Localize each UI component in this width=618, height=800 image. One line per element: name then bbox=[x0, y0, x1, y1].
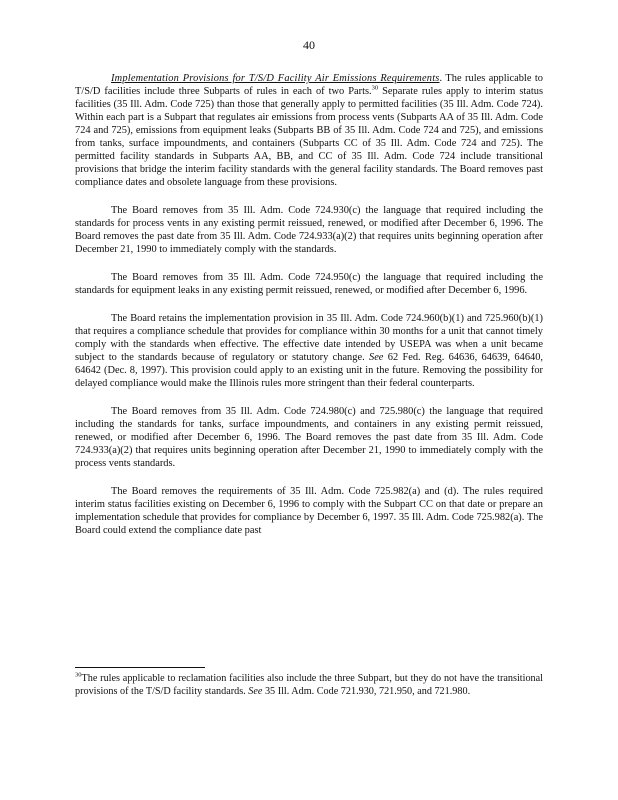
paragraph-4 bbox=[75, 312, 543, 390]
paragraph-4-text-b: 62 Fed. Reg. 64636, 64639, 64640, 64642 (Dec. 8, 1997). This provision could apply to an existing unit in the future. Removing the possibility for delayed compliance would make the Illinois rules more stringent than their federal counterparts. bbox=[75, 352, 544, 389]
footnote-text-b: 35 Ill. Adm. Code 721.930, 721.950, and 721.980. bbox=[262, 686, 471, 697]
footnote-reference: 30 bbox=[371, 84, 379, 92]
paragraph-1 bbox=[75, 72, 543, 189]
page-number: 40 bbox=[303, 38, 315, 52]
footnote bbox=[75, 672, 543, 698]
see-citation-signal: See bbox=[369, 352, 384, 363]
footnote-number: 30 bbox=[75, 671, 82, 679]
footnote-see-signal: See bbox=[248, 686, 263, 697]
paragraph-4-text-a: The Board retains the implementation provision in 35 Ill. Adm. Code 724.960(b)(1) and 725.960(b)(1) that requires a compliance schedule that provides for compliance within 30 months for a unit that cannot timely comply with the standards when effective. The effective date intended by USEPA was when a unit became subject to the standards because of regulatory or statutory change. bbox=[75, 313, 543, 363]
paragraph-3: The Board removes from 35 Ill. Adm. Code 724.950(c) the language that required including the standards for equipment leaks in any existing permit reissued, renewed, or modified after December 6, 1996. bbox=[75, 272, 543, 296]
footnote-divider bbox=[75, 667, 205, 668]
paragraph-1-text-b: Separate rules apply to interim status facilities (35 Ill. Adm. Code 725) than those that generally apply to permitted facilities (35 Ill. Adm. Code 724). Within each part is a Subpart that regulates air emissions from process vents (Subparts AA of 35 Ill. Adm. Code 724 and 725), emissions from equipment leaks (Subparts BB of 35 Ill. Adm. Code 724 and 725), and emissions from tanks, surface impoundments, and containers (Subparts CC of 35 Ill. Adm. Code 724 and 725). The permitted facility standards in Subparts AA, BB, and CC of 35 Ill. Adm. Code 724 include transitional provisions that bridge the interim facility standards with the general facility standards. The Board removes past compliance dates and obsolete language from these provisions. bbox=[75, 86, 543, 188]
paragraph-6: The Board removes the requirements of 35 Ill. Adm. Code 725.982(a) and (d). The rules required interim status facilities existing on December 6, 1996 to comply with the Subpart CC on that date or prepare an implementation schedule that provides for compliance by December 6, 1997. 35 Ill. Adm. Code 725.982(a). The Board could extend the compliance date past bbox=[75, 486, 543, 536]
footnote-text-a: The rules applicable to reclamation facilities also include the three Subpart, but they do not have the transitional provisions of the T/S/D facility standards. bbox=[75, 673, 543, 697]
paragraph-1-text-a: . The rules applicable to T/S/D facilities include three Subparts of rules in each of two Parts. bbox=[75, 73, 543, 97]
body-text bbox=[75, 72, 543, 552]
paragraph-2: The Board removes from 35 Ill. Adm. Code 724.930(c) the language that required including the standards for process vents in any existing permit reissued, renewed, or modified after December 6, 1996. The Board removes the past date from 35 Ill. Adm. Code 724.933(a)(2) that requires units beginning operation after December 21, 1990 to immediately comply with the standards. bbox=[75, 205, 543, 255]
paragraph-5: The Board removes from 35 Ill. Adm. Code 724.980(c) and 725.980(c) the language that required including the standards for tanks, surface impoundments, and containers in any existing permit reissued, renewed, or modified after December 6, 1996. The Board removes the past date from 35 Ill. Adm. Code 724.933(a)(2) that requires units beginning operation after December 21, 1990 to immediately comply with the process vents standards. bbox=[75, 406, 543, 469]
section-heading: Implementation Provisions for T/S/D Facility Air Emissions Requirements bbox=[111, 73, 440, 84]
